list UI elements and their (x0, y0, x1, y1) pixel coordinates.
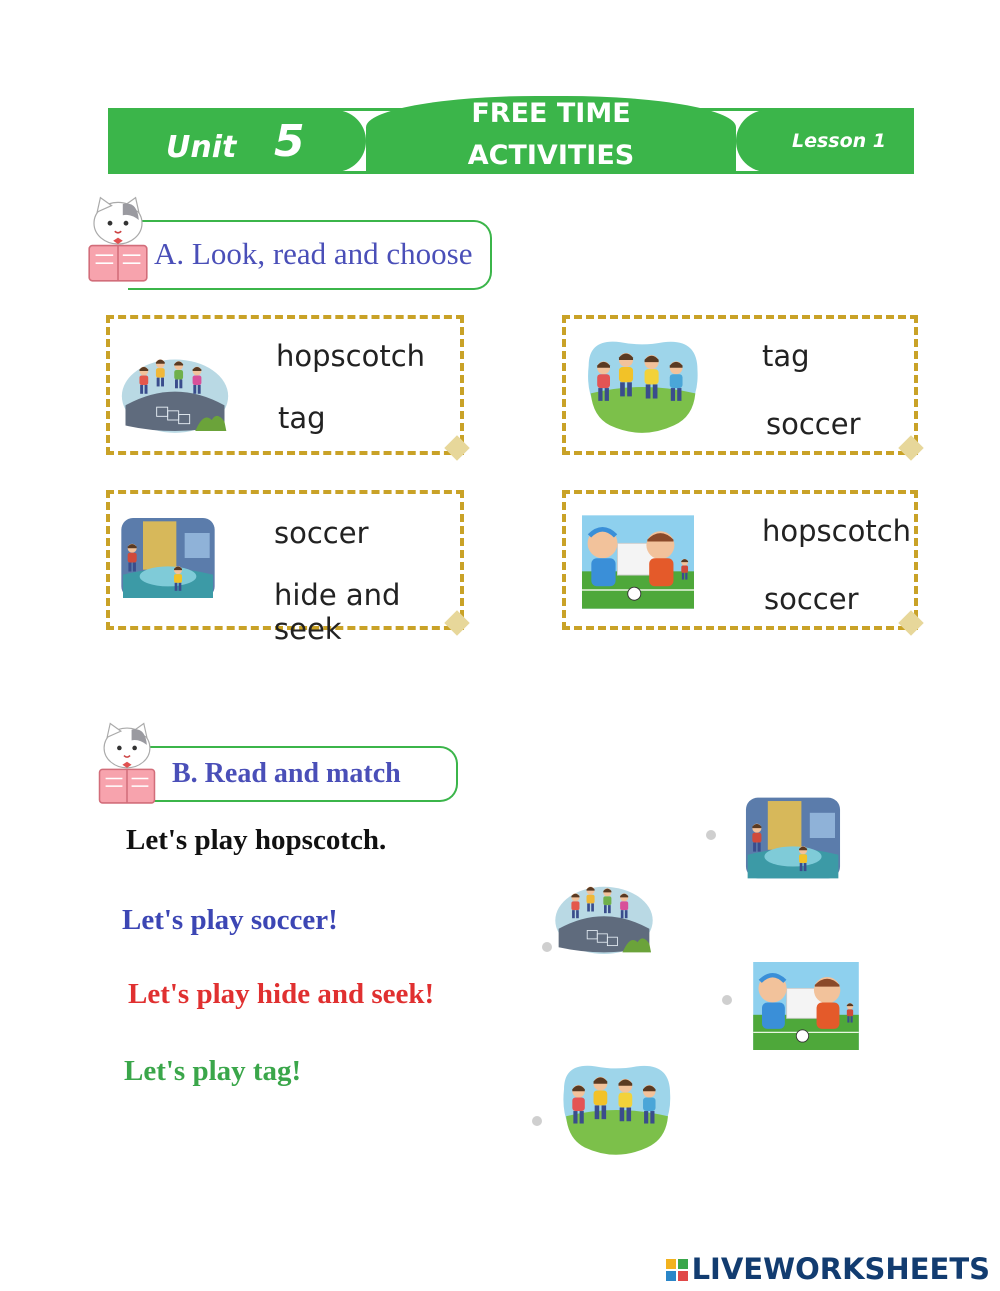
choice-card-4 (562, 490, 918, 630)
match-dot[interactable] (532, 1116, 542, 1126)
unit-label (108, 110, 366, 172)
lesson-label (736, 110, 914, 172)
option-soccer[interactable]: soccer (274, 516, 369, 550)
choice-card-2 (562, 315, 918, 455)
banner-title-line2: ACTIVITIES (467, 140, 635, 171)
kids-soccer-picture[interactable] (740, 962, 872, 1050)
choice-card-3 (106, 490, 464, 646)
option-hopscotch[interactable]: hopscotch (762, 514, 912, 548)
section-a-header (128, 220, 492, 290)
option-hide-and-seek[interactable]: hide and seek (274, 578, 401, 646)
page-fold-decoration (898, 435, 923, 460)
banner-title-line1: FREE TIME (471, 98, 631, 129)
unit-word: Unit (166, 130, 237, 165)
brand-name: LIVEWORKSHEETS (691, 1252, 990, 1286)
cat-reading-icon (96, 722, 158, 806)
kids-running-tag-picture (578, 327, 706, 447)
option-tag[interactable]: tag (762, 339, 810, 373)
hide-and-seek-picture (118, 506, 218, 610)
banner-title (366, 96, 736, 174)
section-b-header (128, 746, 458, 802)
section-a-title: A. Look, read and choose (154, 236, 473, 271)
cat-reading-icon (86, 188, 150, 292)
option-soccer[interactable]: soccer (764, 582, 859, 616)
page-fold-decoration (444, 435, 469, 460)
option-hopscotch[interactable]: hopscotch (276, 339, 426, 373)
liveworksheets-logo-icon (666, 1259, 688, 1281)
section-b-title: B. Read and match (172, 758, 401, 789)
match-dot[interactable] (706, 830, 716, 840)
match-dot[interactable] (722, 995, 732, 1005)
hide-and-seek-picture[interactable] (736, 796, 850, 880)
choice-card-1 (106, 315, 464, 455)
kids-running-tag-picture[interactable] (542, 1058, 690, 1162)
option-tag[interactable]: tag (278, 401, 326, 435)
kids-hopscotch-picture (120, 331, 230, 443)
option-soccer[interactable]: soccer (766, 407, 861, 441)
kids-soccer-picture (582, 512, 694, 612)
sentence-soccer[interactable]: Let's play soccer! (122, 904, 338, 936)
sentence-hopscotch[interactable]: Let's play hopscotch. (126, 824, 387, 856)
kids-hopscotch-picture[interactable] (548, 870, 660, 954)
sentence-tag[interactable]: Let's play tag! (124, 1055, 302, 1087)
page-fold-decoration (898, 610, 923, 635)
sentence-hide-and-seek[interactable]: Let's play hide and seek! (128, 978, 435, 1010)
lesson-text: Lesson 1 (792, 130, 887, 152)
liveworksheets-footer (666, 1252, 990, 1286)
unit-number: 5 (274, 116, 305, 167)
